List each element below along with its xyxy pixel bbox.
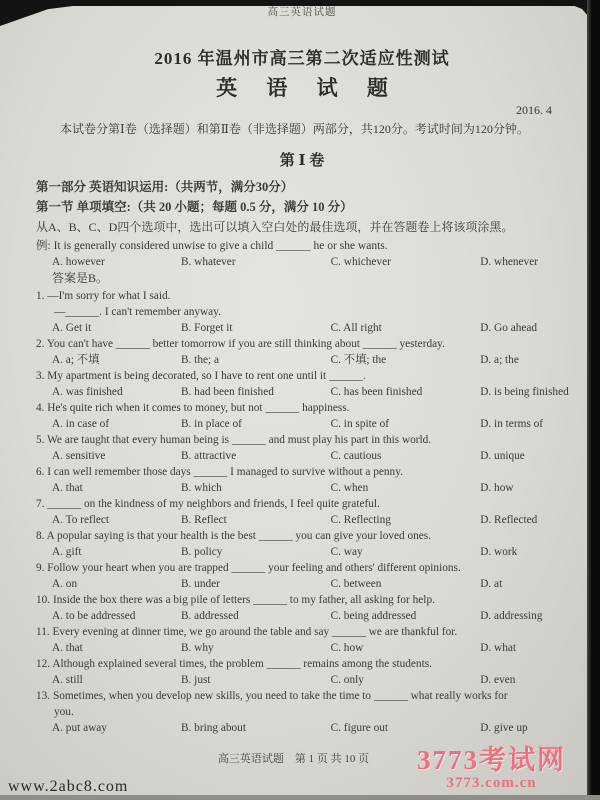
question-block <box>36 432 568 464</box>
question-option: A. gift <box>52 546 82 558</box>
question-options <box>36 720 568 736</box>
question-option: A. in case of <box>52 418 110 430</box>
question-option: D. even <box>480 674 516 686</box>
question-option: A. put away <box>52 722 107 734</box>
question-option: D. Reflected <box>480 514 538 526</box>
question-block <box>36 560 568 592</box>
question-option: B. addressed <box>181 610 239 622</box>
example-option-c: C. whichever <box>330 256 391 268</box>
question-option: B. which <box>181 482 222 494</box>
question-option: A. Get it <box>52 322 92 334</box>
question-option: D. in terms of <box>480 418 544 430</box>
question-stem-line: —______. I can't remember anyway. <box>54 306 221 318</box>
question-stem-line: 12. Although explained several times, the problem ______ remains among the students. <box>36 658 432 670</box>
scan-edge-right <box>587 0 600 800</box>
question-option: D. a; the <box>480 354 519 366</box>
question-options <box>36 544 568 560</box>
question-options <box>36 576 568 592</box>
question-option: D. unique <box>480 450 525 462</box>
question-stem-line: 7. ______ on the kindness of my neighbors and friends, I feel quite grateful. <box>36 498 380 510</box>
question-option: A. still <box>52 674 83 686</box>
question-block <box>36 464 568 496</box>
question-option: B. Forget it <box>181 322 233 334</box>
section-instructions: 从A、B、C、D四个选项中，选出可以填入空白处的最佳选项，并在答题卷上将该项涂黑。 <box>36 220 514 234</box>
question-stem-line: 10. Inside the box there was a big pile of letters ______ to my father, all asking for help. <box>36 594 435 606</box>
question-block <box>36 688 568 736</box>
question-options <box>36 352 568 368</box>
question-stem-line: 5. We are taught that every human being is ______ and must play his part in this world. <box>36 434 432 446</box>
example-answer: 答案是B。 <box>52 271 109 285</box>
example-option-a: A. however <box>52 256 105 268</box>
question-option: B. had been finished <box>181 386 274 398</box>
question-option: C. has been finished <box>330 386 423 398</box>
questions-container <box>36 288 568 736</box>
question-option: B. policy <box>181 546 223 558</box>
question-option: D. how <box>480 482 514 494</box>
question-option: B. just <box>181 674 211 686</box>
question-option: C. in spite of <box>330 418 389 430</box>
question-option: B. Reflect <box>181 514 227 526</box>
example-option-d: D. whenever <box>480 256 538 268</box>
question-options <box>36 384 568 400</box>
question-option: A. a; 不填 <box>52 354 100 366</box>
question-option: C. when <box>330 482 369 494</box>
question-stem-line: 6. I can well remember those days ______ I managed to survive without a penny. <box>36 466 403 478</box>
page-content <box>36 6 568 736</box>
question-option: C. how <box>330 642 364 654</box>
question-option: D. what <box>480 642 517 654</box>
exam-date: 2016. 4 <box>516 103 552 117</box>
question-option: A. To reflect <box>52 514 110 526</box>
question-stem-line: 13. Sometimes, when you develop new skills, you need to take the time to ______ what really works for <box>36 690 508 702</box>
question-option: D. work <box>480 546 518 558</box>
exam-subject-title: 英 语 试 题 <box>216 76 400 100</box>
example-option-b: B. whatever <box>181 256 236 268</box>
question-options <box>36 320 568 336</box>
question-option: C. cautious <box>330 450 382 462</box>
question-block <box>36 496 568 528</box>
example-options <box>36 254 568 270</box>
question-stem-line: 4. He's quite rich when it comes to money, but not ______ happiness. <box>36 402 350 414</box>
question-option: D. give up <box>480 722 528 734</box>
question-options <box>36 448 568 464</box>
watermark <box>417 746 566 792</box>
question-block <box>36 592 568 624</box>
question-option: A. sensitive <box>52 450 106 462</box>
exam-title: 2016 年温州市高三第二次适应性测试 <box>154 49 450 68</box>
question-block <box>36 528 568 560</box>
question-option: B. the; a <box>181 354 219 366</box>
question-options <box>36 416 568 432</box>
section-heading: 第一节 单项填空:（共 20 小题；每题 0.5 分，满分 10 分） <box>36 200 353 214</box>
question-stem-line: 1. —I'm sorry for what I said. <box>36 290 171 302</box>
question-option: C. being addressed <box>330 610 417 622</box>
question-block <box>36 400 568 432</box>
question-option: D. at <box>480 578 503 590</box>
question-option: C. only <box>330 674 364 686</box>
question-option: A. that <box>52 642 83 654</box>
question-option: C. way <box>330 546 363 558</box>
question-options <box>36 672 568 688</box>
question-block <box>36 368 568 400</box>
question-option: A. was finished <box>52 386 123 398</box>
question-options <box>36 640 568 656</box>
running-header: 高三英语试题 <box>267 7 337 18</box>
question-options <box>36 608 568 624</box>
question-option: C. Reflecting <box>330 514 391 526</box>
question-option: A. to be addressed <box>52 610 136 622</box>
watermark-site-domain: 3773.com.cn <box>446 775 537 791</box>
question-option: C. between <box>330 578 382 590</box>
question-option: C. 不填; the <box>330 354 387 366</box>
question-option: D. addressing <box>480 610 543 622</box>
question-options <box>36 480 568 496</box>
question-options <box>36 512 568 528</box>
question-block <box>36 336 568 368</box>
question-block <box>36 656 568 688</box>
question-option: B. why <box>181 642 214 654</box>
question-option: D. Go ahead <box>480 322 538 334</box>
part-heading: 第一部分 英语知识运用:（共两节，满分30分） <box>36 180 294 194</box>
question-option: A. that <box>52 482 83 494</box>
question-stem-line: 8. A popular saying is that your health is the best ______ you can give your loved ones. <box>36 530 432 542</box>
question-option: C. All right <box>330 322 382 334</box>
question-stem-line: 2. You can't have ______ better tomorrow if you are still thinking about ______ yesterday. <box>36 338 445 350</box>
exam-intro-note: 本试卷分第Ⅰ卷（选择题）和第Ⅱ卷（非选择题）两部分，共120分。考试时间为120分钟。 <box>60 122 529 136</box>
question-option: B. under <box>181 578 220 590</box>
question-stem-line: 11. Every evening at dinner time, we go around the table and say ______ we are thankful for. <box>36 626 458 638</box>
question-option: B. bring about <box>181 722 246 734</box>
watermark-site-name: 3773考试网 <box>417 745 566 775</box>
question-stem-line: you. <box>54 706 74 718</box>
question-option: A. on <box>52 578 78 590</box>
question-option: B. in place of <box>181 418 242 430</box>
footer-site-url: www.2abc8.com <box>8 778 129 795</box>
question-option: D. is being finished <box>480 386 569 398</box>
footer-page-info: 高三英语试题 第 1 页 共 10 页 <box>217 753 370 765</box>
question-option: C. figure out <box>330 722 389 734</box>
example-stem: 例: It is generally considered unwise to give a child ______ he or she wants. <box>36 240 388 252</box>
volume-title: 第 Ⅰ 卷 <box>279 153 325 169</box>
question-block <box>36 624 568 656</box>
question-block <box>36 288 568 336</box>
question-stem-line: 3. My apartment is being decorated, so I have to rent one until it ______. <box>36 370 366 382</box>
question-stem-line: 9. Follow your heart when you are trapped ______ your feeling and others' different opinions. <box>36 562 461 574</box>
question-option: B. attractive <box>181 450 237 462</box>
